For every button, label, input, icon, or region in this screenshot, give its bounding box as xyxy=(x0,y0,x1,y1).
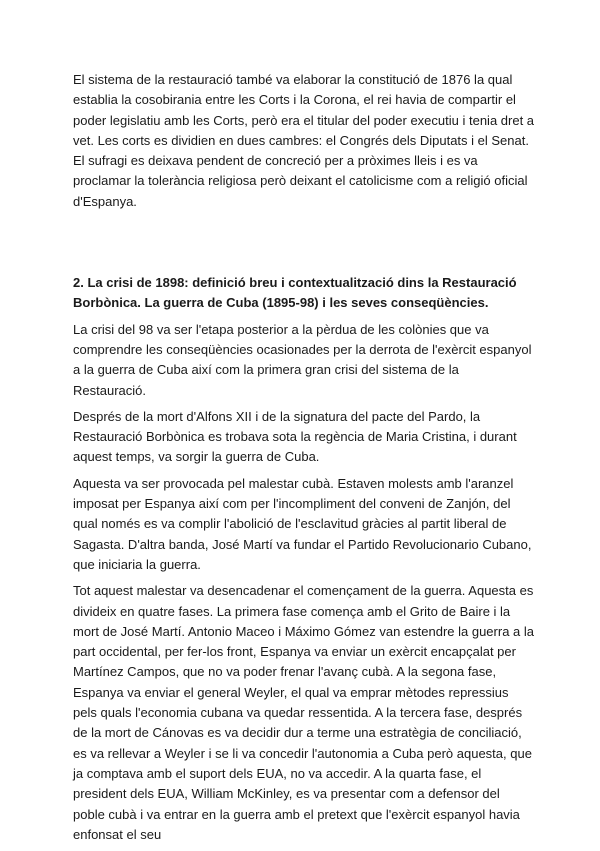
paragraph-phases: Tot aquest malestar va desencadenar el començament de la guerra. Aquesta es divideix en quatre fases. La primera fase comença amb el Grito de Baire i la mort de José Martí. Antonio Maceo i Máximo Gómez van estendre la guerra a la part occidental, per fer-los front, Espanya va enviar un exèrcit encapçalat per Martínez Campos, que no va poder frenar l'avanç cubà. A la segona fase, Espanya va enviar el general Weyler, el qual va emprar mètodes repressius pels quals l'economia cubana va quedar ressentida. A la tercera fase, després de la mort de Cánovas es va decidir dur a terme una estratègia de conciliació, es va rellevar a Weyler i se li va concedir l'autonomia a Cuba però aquesta, que ja comptava amb el suport dels EUA, no va accedir. A la quarta fase, el president dels EUA, William McKinley, es va presentar com a defensor del poble cubà i va entrar en la guerra amb el pretext que l'exèrcit espanyol havia enfonsat el seu xyxy=(73,583,534,842)
document-body xyxy=(73,70,535,851)
section-heading: 2. La crisi de 1898: definició breu i contextualització dins la Restauració Borbònica. La guerra de Cuba (1895-98) i les seves conseqüències. xyxy=(73,275,517,311)
intro-paragraph: El sistema de la restauració també va elaborar la constitució de 1876 la qual establia la cosobirania entre les Corts i la Corona, el rei havia de compartir el poder legislatiu amb les Corts, però era el titular del poder executiu i tenia dret a vet. Les corts es dividien en dues cambres: el Congrés dels Diputats i el Senat. El sufragi es deixava pendent de concreció per a pròximes lleis i es va proclamar la tolerància religiosa però deixant el catolicisme com a religió oficial d'Espanya. xyxy=(73,72,535,209)
paragraph-context: Després de la mort d'Alfons XII i de la signatura del pacte del Pardo, la Restauració Borbònica es trobava sota la regència de Maria Cristina, i durant aquest temps, va sorgir la guerra de Cuba. xyxy=(73,408,517,465)
paragraph-causes: Aquesta va ser provocada pel malestar cubà. Estaven molests amb l'aranzel imposat per Espanya així com per l'incompliment del conveni de Zanjón, del qual només es va complir l'abolició de l'esclavitud gràcies al partit liberal de Sagasta. D'altra banda, José Martí va fundar el Partido Revolucionario Cubano, que iniciaria la guerra. xyxy=(73,475,532,572)
paragraph-crisis-definition: La crisi del 98 va ser l'etapa posterior a la pèrdua de les colònies que va comprendre les conseqüències ocasionades per la derrota de l'exèrcit espanyol a la guerra de Cuba així com la primera gran crisi del sistema de la Restauració. xyxy=(73,321,532,398)
